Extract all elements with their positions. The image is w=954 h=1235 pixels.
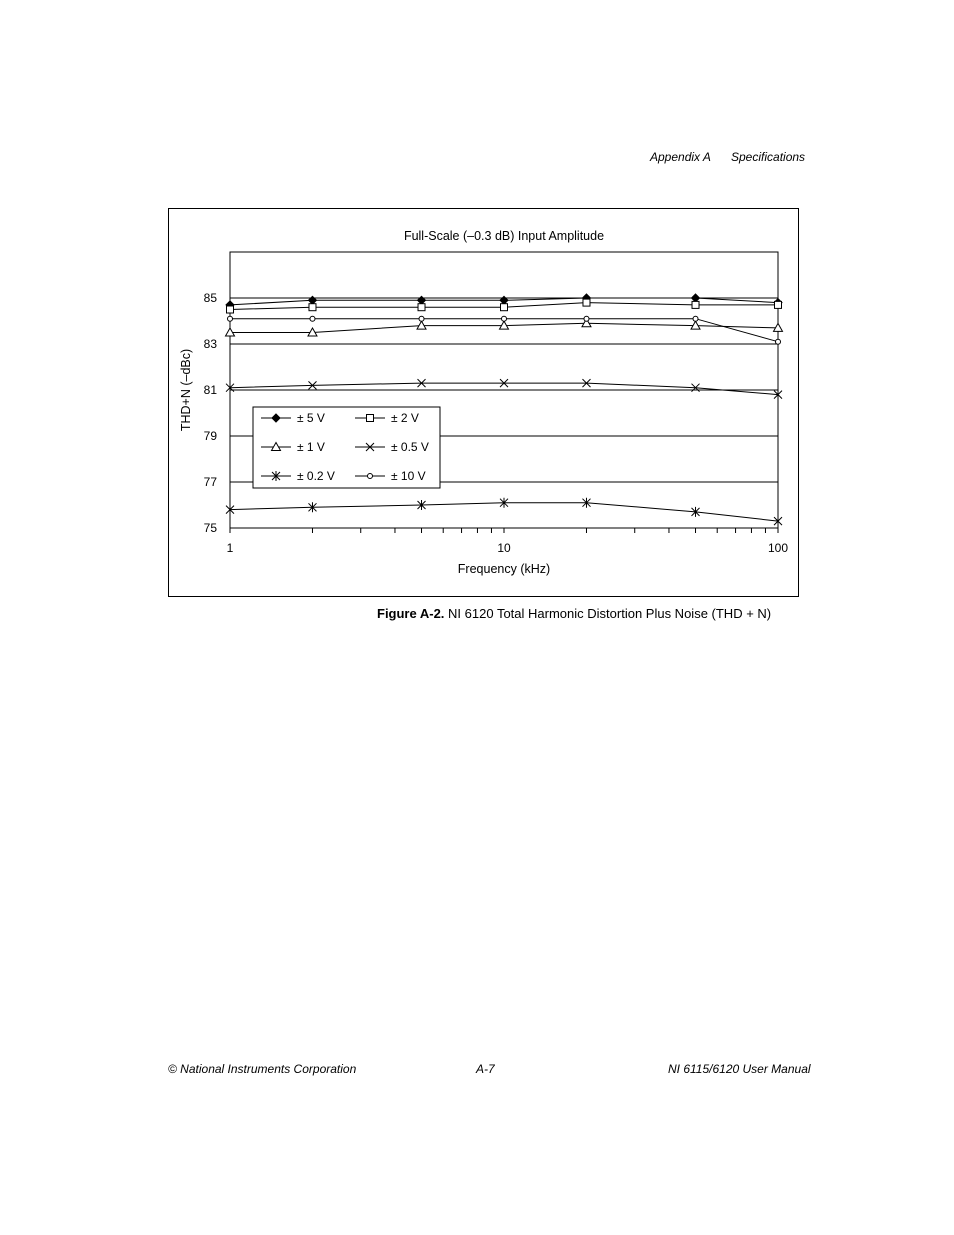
x-tick-label-2: 100 xyxy=(767,541,789,555)
y-tick-label-1: 77 xyxy=(203,475,217,489)
legend-label-4: ± 0.2 V xyxy=(297,469,335,483)
series-5-point-5 xyxy=(693,316,698,321)
series-5-point-4 xyxy=(584,316,589,321)
header-section: Appendix A xyxy=(650,150,711,164)
series-5-point-0 xyxy=(228,316,233,321)
legend-swatch-marker-5 xyxy=(368,474,373,479)
y-tick-label-5: 85 xyxy=(203,291,217,305)
series-5-point-3 xyxy=(502,316,507,321)
x-axis-label: Frequency (kHz) xyxy=(457,562,551,576)
legend-label-1: ± 2 V xyxy=(391,411,419,425)
footer-manual-title: NI 6115/6120 User Manual xyxy=(668,1062,811,1076)
series-1-point-4 xyxy=(583,299,590,306)
y-axis-label: THD+N (–dBc) xyxy=(179,348,193,432)
series-1-point-2 xyxy=(418,304,425,311)
series-0-point-5 xyxy=(692,294,700,302)
series-5-point-1 xyxy=(310,316,315,321)
series-5-point-6 xyxy=(776,339,781,344)
x-tick-label-1: 10 xyxy=(497,541,511,555)
footer-copyright: © National Instruments Corporation xyxy=(168,1062,357,1076)
legend-swatch-marker-1 xyxy=(367,415,374,422)
footer-page-number: A-7 xyxy=(476,1062,495,1076)
series-5-point-2 xyxy=(419,316,424,321)
x-tick-label-0: 1 xyxy=(226,541,234,555)
series-1-point-1 xyxy=(309,304,316,311)
figure-label: Figure A-2. xyxy=(377,606,445,621)
header-title: Specifications xyxy=(731,150,806,164)
series-1-point-0 xyxy=(227,306,234,313)
y-tick-label-2: 79 xyxy=(203,429,217,443)
figure-caption xyxy=(377,606,771,621)
chart-title: Full-Scale (–0.3 dB) Input Amplitude xyxy=(403,229,605,243)
legend-label-2: ± 1 V xyxy=(297,440,325,454)
legend-label-3: ± 0.5 V xyxy=(391,440,429,454)
y-tick-label-4: 83 xyxy=(203,337,217,351)
series-1-point-6 xyxy=(775,301,782,308)
series-1-point-3 xyxy=(501,304,508,311)
series-1-point-5 xyxy=(692,301,699,308)
legend-label-0: ± 5 V xyxy=(297,411,325,425)
y-tick-label-0: 75 xyxy=(203,521,217,535)
figure-caption-text: NI 6120 Total Harmonic Distortion Plus Noise (THD + N) xyxy=(448,606,772,621)
y-tick-label-3: 81 xyxy=(203,383,217,397)
legend-label-5: ± 10 V xyxy=(391,469,426,483)
